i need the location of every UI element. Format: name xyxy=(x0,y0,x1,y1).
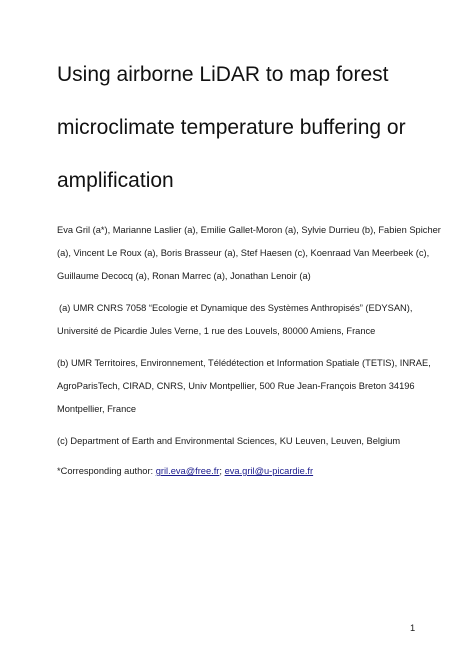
affiliation-b-line-2: AgroParisTech, CIRAD, CNRS, Univ Montpellier, 500 Rue Jean-François Breton 34196 xyxy=(57,381,415,391)
author-list-line-2: (a), Vincent Le Roux (a), Boris Brasseur (a), Stef Haesen (c), Koenraad Van Meerbeek (c), xyxy=(57,248,430,258)
email-separator: ; xyxy=(219,466,225,476)
page-number: 1 xyxy=(410,623,416,633)
author-list-line-1: Eva Gril (a*), Marianne Laslier (a), Emilie Gallet-Moron (a), Sylvie Durrieu (b), Fabien Spicher xyxy=(57,225,441,235)
paper-title-line-1: Using airborne LiDAR to map forest xyxy=(57,63,389,86)
corresponding-author xyxy=(57,465,313,477)
email-link-2[interactable]: eva.gril@u-picardie.fr xyxy=(224,466,314,476)
paper-title-line-3: amplification xyxy=(57,169,174,192)
email-link-1[interactable]: gril.eva@free.fr xyxy=(155,466,220,476)
affiliation-b-line-3: Montpellier, France xyxy=(57,404,137,414)
affiliation-a-line-2: Université de Picardie Jules Verne, 1 rue des Louvels, 80000 Amiens, France xyxy=(57,326,376,336)
corresponding-author-label: *Corresponding author: xyxy=(57,466,156,476)
affiliation-a-line-1: (a) UMR CNRS 7058 “Ecologie et Dynamique des Systèmes Anthropisés” (EDYSAN), xyxy=(59,303,413,313)
affiliation-c: (c) Department of Earth and Environmental Sciences, KU Leuven, Leuven, Belgium xyxy=(57,436,401,446)
author-list-line-3: Guillaume Decocq (a), Ronan Marrec (a), Jonathan Lenoir (a) xyxy=(57,271,311,281)
paper-title-line-2: microclimate temperature buffering or xyxy=(57,116,406,139)
affiliation-b-line-1: (b) UMR Territoires, Environnement, Télédétection et Information Spatiale (TETIS), INRAE, xyxy=(57,358,431,368)
